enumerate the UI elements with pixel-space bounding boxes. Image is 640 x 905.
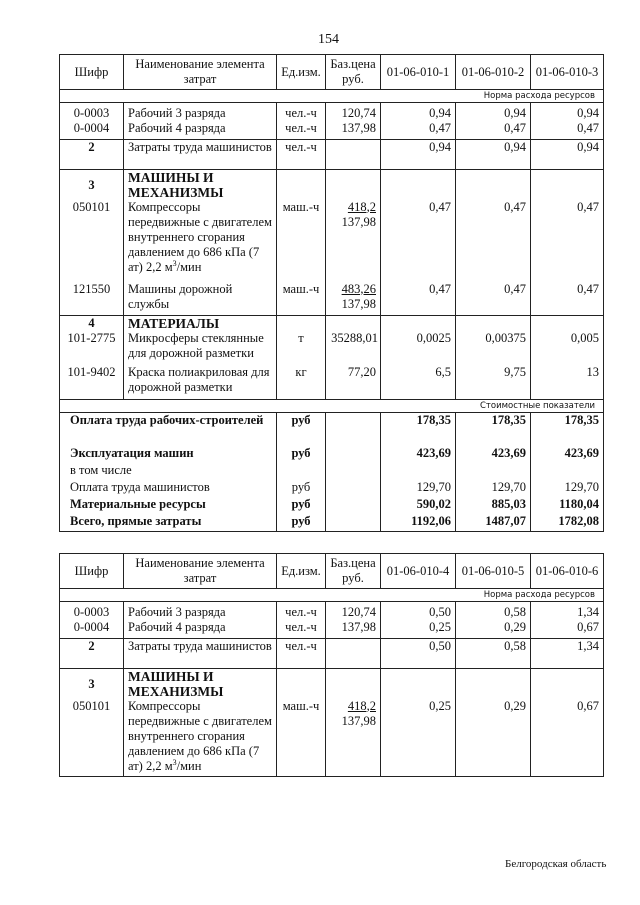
table-row: 0-0004 Рабочий 4 разряда чел.-ч 137,98 0,47 0,47 0,47 — [60, 121, 604, 139]
table-header — [60, 554, 604, 589]
section-norms: Норма расхода ресурсов — [60, 589, 604, 602]
header-unit: Ед.изм. — [277, 554, 326, 589]
header-name: Наименование элемента затрат — [124, 55, 277, 90]
resource-table-2 — [59, 553, 604, 777]
section-norms: Норма расхода ресурсов — [60, 90, 604, 103]
header-col-6: 01-06-010-6 — [531, 554, 604, 589]
table-row: 101-9402 Краска полиакриловая для дорожной разметки кг 77,20 6,5 9,75 13 — [60, 365, 604, 399]
table-row: 2 Затраты труда машинистов чел.-ч 0,94 0,94 0,94 — [60, 139, 604, 169]
table-row: 2 Затраты труда машинистов чел.-ч 0,50 0,58 1,34 — [60, 638, 604, 668]
summary-row: Оплата труда рабочих-строителей руб 178,35 178,35 178,35 — [60, 412, 604, 446]
table-header — [60, 55, 604, 90]
summary-row: Материальные ресурсы руб 590,02 885,03 1180,04 — [60, 497, 604, 514]
table-row: 050101 Компрессоры передвижные с двигателем внутреннего сгорания давлением до 686 кПа (7 ат) 2,2 $м^3$/мин маш.-ч 418,2 137,98 0,25 0,29 0,67 — [60, 699, 604, 777]
page-number: 154 — [318, 32, 339, 47]
header-code: Шифр — [60, 55, 124, 90]
summary-row: Оплата труда машинистов руб 129,70 129,70 129,70 — [60, 480, 604, 497]
table-row: 0-0003 Рабочий 3 разряда чел.-ч 120,74 0,94 0,94 0,94 — [60, 103, 604, 122]
header-col-5: 01-06-010-5 — [456, 554, 531, 589]
section-costs: Стоимостные показатели — [60, 399, 604, 412]
header-price: Баз.цена руб. — [326, 554, 381, 589]
summary-row: в том числе — [60, 463, 604, 480]
summary-row: Эксплуатация машин руб 423,69 423,69 423,69 — [60, 446, 604, 463]
table-row: 0-0004 Рабочий 4 разряда чел.-ч 137,98 0,25 0,29 0,67 — [60, 620, 604, 638]
header-col-4: 01-06-010-4 — [381, 554, 456, 589]
header-price: Баз.цена руб. — [326, 55, 381, 90]
header-col-1: 01-06-010-1 — [381, 55, 456, 90]
table-row: 121550 Машины дорожной службы маш.-ч 483,26 137,98 0,47 0,47 0,47 — [60, 282, 604, 316]
header-col-3: 01-06-010-3 — [531, 55, 604, 90]
section-row: 4 МАТЕРИАЛЫ — [60, 316, 604, 332]
item-name: Компрессоры передвижные с двигателем внутреннего сгорания давлением до 686 кПа (7 ат) 2,2 $м^3$/мин — [124, 200, 277, 282]
item-name: Компрессоры передвижные с двигателем внутреннего сгорания давлением до 686 кПа (7 ат) 2,2 $м^3$/мин — [124, 699, 277, 777]
section-row: 3 МАШИНЫ И МЕХАНИЗМЫ — [60, 169, 604, 200]
header-unit: Ед.изм. — [277, 55, 326, 90]
resource-table-1 — [59, 54, 604, 532]
header-col-2: 01-06-010-2 — [456, 55, 531, 90]
table-row: 050101 Компрессоры передвижные с двигателем внутреннего сгорания давлением до 686 кПа (7 ат) 2,2 $м^3$/мин маш.-ч 418,2 137,98 0,47 0,47 0,47 — [60, 200, 604, 282]
header-name: Наименование элемента затрат — [124, 554, 277, 589]
summary-row: Всего, прямые затраты руб 1192,06 1487,07 1782,08 — [60, 514, 604, 531]
table-row: 101-2775 Микросферы стеклянные для дорожной разметки т 35288,01 0,0025 0,00375 0,005 — [60, 331, 604, 365]
table-row: 0-0003 Рабочий 3 разряда чел.-ч 120,74 0,50 0,58 1,34 — [60, 602, 604, 621]
header-code: Шифр — [60, 554, 124, 589]
section-row: 3 МАШИНЫ И МЕХАНИЗМЫ — [60, 668, 604, 699]
region-footer: Белгородская область — [505, 858, 607, 870]
